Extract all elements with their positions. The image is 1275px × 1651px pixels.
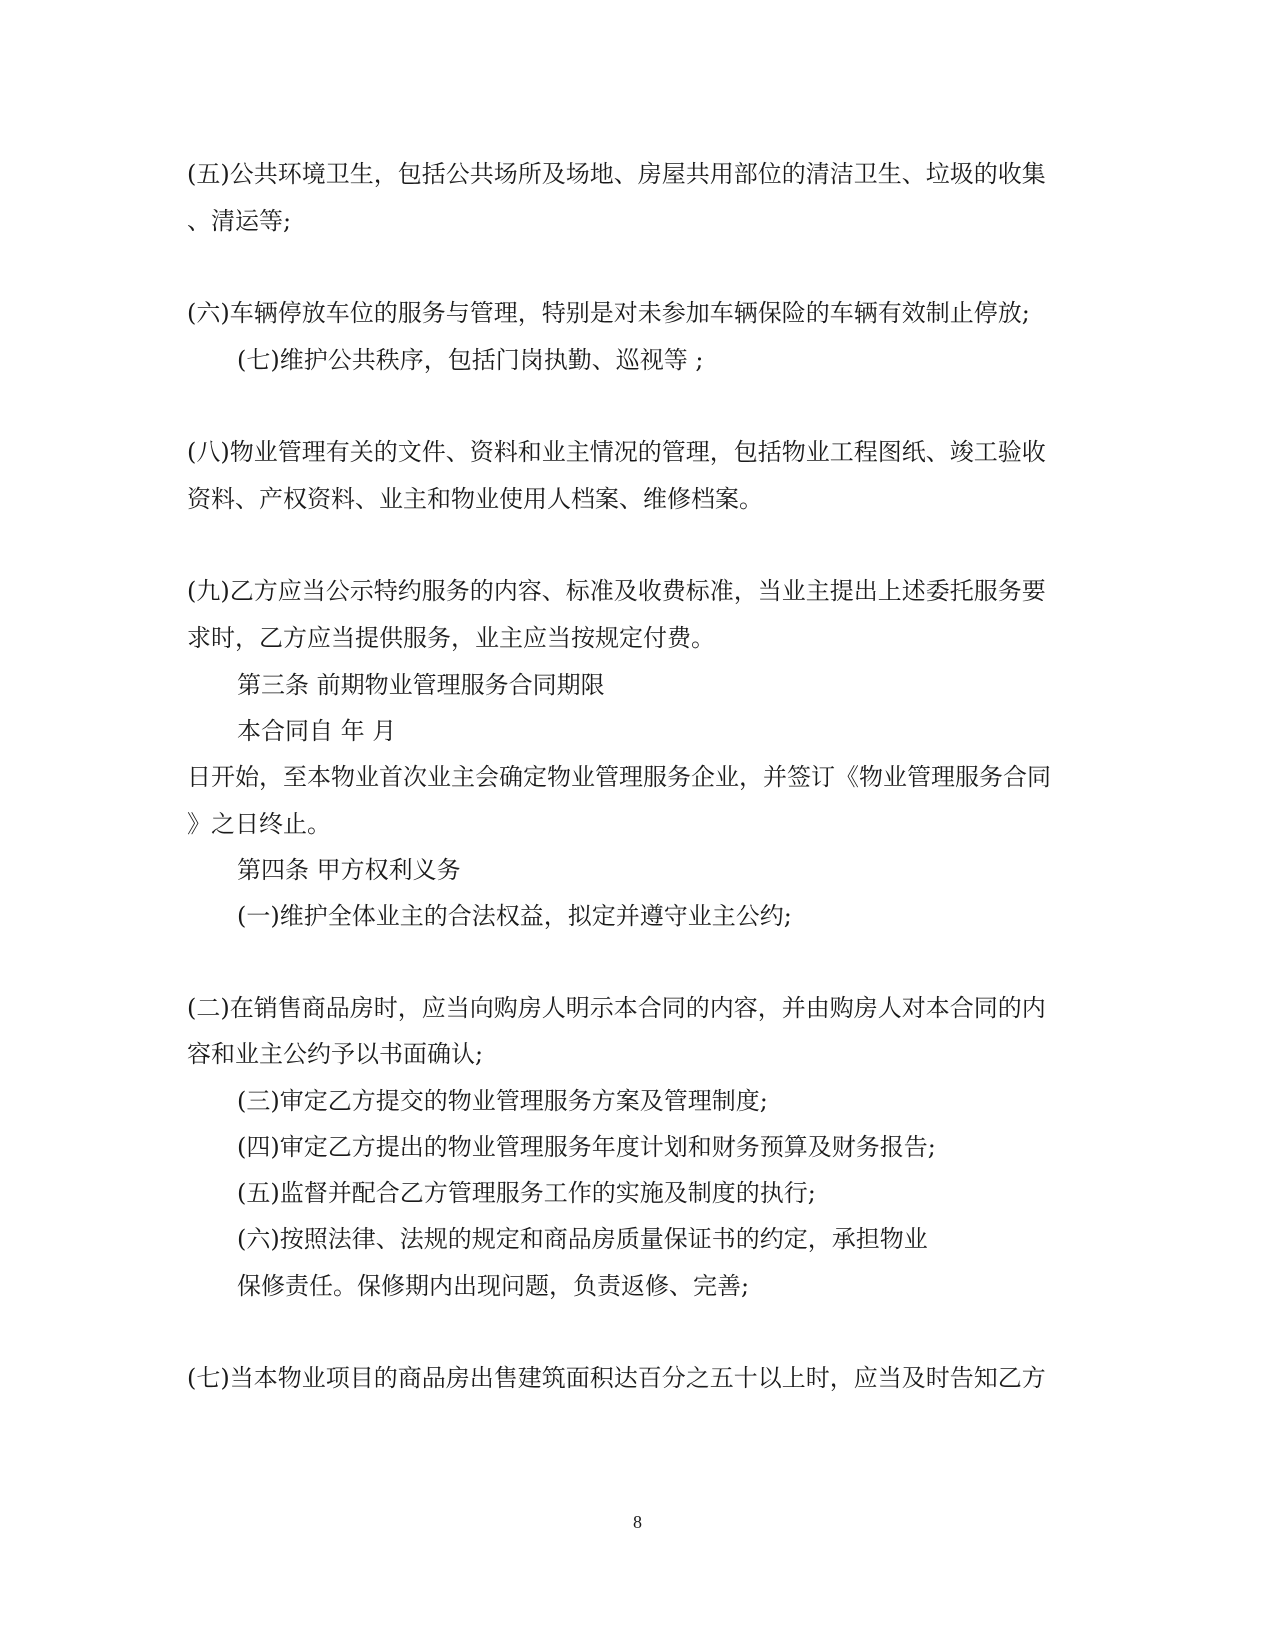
text-line: 保修责任。保修期内出现问题，负责返修、完善; [237,1272,750,1300]
text-line: (五)公共环境卫生，包括公共场所及场地、房屋共用部位的清洁卫生、垃圾的收集 [187,160,1046,188]
text-line: (八)物业管理有关的文件、资料和业主情况的管理，包括物业工程图纸、竣工验收 [187,438,1046,466]
text-line: 日开始，至本物业首次业主会确定物业管理服务企业，并签订《物业管理服务合同 [187,763,1051,791]
text-line: (七)当本物业项目的商品房出售建筑面积达百分之五十以上时，应当及时告知乙方 [187,1364,1046,1392]
text-line: 》之日终止。 [187,810,331,838]
page-number: 8 [633,1512,642,1532]
text-line: (一)维护全体业主的合法权益，拟定并遵守业主公约; [237,902,792,930]
text-line: (四)审定乙方提出的物业管理服务年度计划和财务预算及财务报告; [237,1133,936,1161]
text-line: 资料、产权资料、业主和物业使用人档案、维修档案。 [187,485,763,513]
text-line: (六)车辆停放车位的服务与管理，特别是对未参加车辆保险的车辆有效制止停放; [187,299,1030,327]
text-line: 本合同自 年 月 [237,717,397,745]
text-line: 容和业主公约予以书面确认; [187,1040,484,1068]
section-heading: 第三条 前期物业管理服务合同期限 [237,671,605,699]
text-line: (九)乙方应当公示特约服务的内容、标准及收费标准，当业主提出上述委托服务要 [187,577,1046,605]
text-line: (七)维护公共秩序，包括门岗执勤、巡视等 ; [237,346,704,374]
text-line: 求时，乙方应当提供服务，业主应当按规定付费。 [187,624,715,652]
text-line: (五)监督并配合乙方管理服务工作的实施及制度的执行; [237,1179,816,1207]
text-line: (六)按照法律、法规的规定和商品房质量保证书的约定，承担物业 [237,1225,928,1253]
text-line: (二)在销售商品房时，应当向购房人明示本合同的内容，并由购房人对本合同的内 [187,994,1046,1022]
text-line: (三)审定乙方提交的物业管理服务方案及管理制度; [237,1087,768,1115]
section-heading: 第四条 甲方权利义务 [237,856,461,884]
text-line: 、清运等; [187,207,292,235]
